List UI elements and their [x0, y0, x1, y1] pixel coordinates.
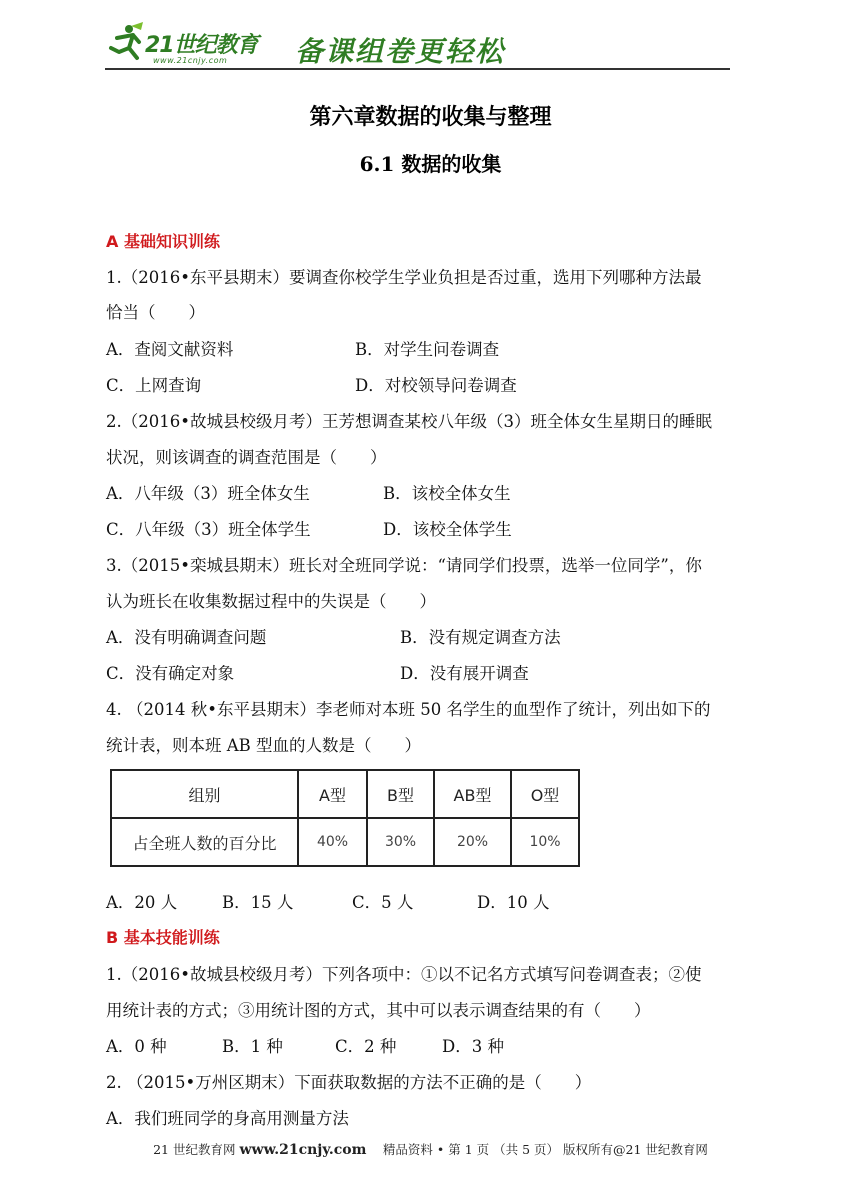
- question-b1-line1: 1.（2016•故城县校级月考）下列各项中：①以不记名方式填写问卷调查表；②使: [106, 965, 702, 984]
- runner-logo-icon: [105, 22, 145, 64]
- header-divider: [105, 68, 730, 70]
- option-c: C．上网查询: [106, 376, 202, 395]
- question-a1-line2: 恰当（ ）: [106, 303, 205, 322]
- option-a: A．0 种: [106, 1037, 167, 1056]
- option-a: A．查阅文献资料: [106, 340, 234, 359]
- logo-name: 21世纪教育: [145, 33, 258, 58]
- table-cell: 10%: [511, 818, 579, 866]
- table-row: [111, 818, 579, 866]
- option-a: A．八年级（3）班全体女生: [106, 484, 310, 503]
- table-header-cell: AB型: [434, 770, 511, 818]
- footer-site-name: 21 世纪教育网: [153, 1142, 236, 1157]
- table-cell: 30%: [367, 818, 434, 866]
- option-b: B．对学生问卷调查: [355, 340, 500, 359]
- question-a4-line1: 4. （2014 秋•东平县期末）李老师对本班 50 名学生的血型作了统计，列出如下的: [106, 700, 711, 719]
- question-a2-line1: 2.（2016•故城县校级月考）王芳想调查某校八年级（3）班全体女生星期日的睡眠: [106, 412, 712, 431]
- option-c: C．没有确定对象: [106, 664, 235, 683]
- header-slogan: 备课组卷更轻松: [295, 35, 506, 68]
- option-c: C．八年级（3）班全体学生: [106, 520, 311, 539]
- table-row-label: 占全班人数的百分比: [111, 818, 298, 866]
- section-b-heading: B 基本技能训练: [106, 928, 220, 947]
- option-b: B．15 人: [222, 893, 294, 912]
- option-b: B．该校全体女生: [383, 484, 511, 503]
- question-a3-line2: 认为班长在收集数据过程中的失误是（ ）: [106, 592, 436, 611]
- option-d: D．该校全体学生: [383, 520, 512, 539]
- option-a: A．我们班同学的身高用测量方法: [106, 1109, 349, 1128]
- page-footer: [0, 1140, 861, 1158]
- option-b: B．没有规定调查方法: [400, 628, 561, 647]
- option-a: A．20 人: [106, 893, 178, 912]
- option-d: D．10 人: [477, 893, 550, 912]
- question-b2-line1: 2. （2015•万州区期末）下面获取数据的方法不正确的是（ ）: [106, 1073, 592, 1092]
- option-c: C．5 人: [352, 893, 414, 912]
- option-a: A．没有明确调查问题: [106, 628, 267, 647]
- table-header-cell: 组别: [111, 770, 298, 818]
- chapter-title: 第六章数据的收集与整理: [309, 104, 552, 130]
- question-a3-line1: 3.（2015•栾城县期末）班长对全班同学说：“请同学们投票，选举一位同学”，你: [106, 556, 702, 575]
- blood-type-table: [110, 769, 580, 867]
- option-d: D．没有展开调查: [400, 664, 529, 683]
- table-cell: 40%: [298, 818, 367, 866]
- footer-url-link[interactable]: www.21cnjy.com: [239, 1142, 367, 1158]
- table-header-row: [111, 770, 579, 818]
- option-b: B．1 种: [222, 1037, 283, 1056]
- section-a-heading: A 基础知识训练: [106, 232, 220, 251]
- question-b1-line2: 用统计表的方式；③用统计图的方式，其中可以表示调查结果的有（ ）: [106, 1001, 651, 1020]
- section-title: 6.1 数据的收集: [359, 152, 502, 176]
- table-header-cell: A型: [298, 770, 367, 818]
- question-a2-line2: 状况，则该调查的调查范围是（ ）: [106, 448, 387, 467]
- question-a1-line1: 1.（2016•东平县期末）要调查你校学生学业负担是否过重，选用下列哪种方法最: [106, 268, 702, 287]
- table-cell: 20%: [434, 818, 511, 866]
- question-a4-line2: 统计表，则本班 AB 型血的人数是（ ）: [106, 736, 422, 755]
- option-d: D．对校领导问卷调查: [355, 376, 517, 395]
- option-c: C．2 种: [335, 1037, 397, 1056]
- table-header-cell: O型: [511, 770, 579, 818]
- option-d: D．3 种: [442, 1037, 504, 1056]
- logo-url: www.21cnjy.com: [153, 56, 228, 65]
- footer-page-info: 精品资料 • 第 1 页 （共 5 页） 版权所有@21 世纪教育网: [370, 1142, 708, 1157]
- table-header-cell: B型: [367, 770, 434, 818]
- page-header: [105, 18, 730, 72]
